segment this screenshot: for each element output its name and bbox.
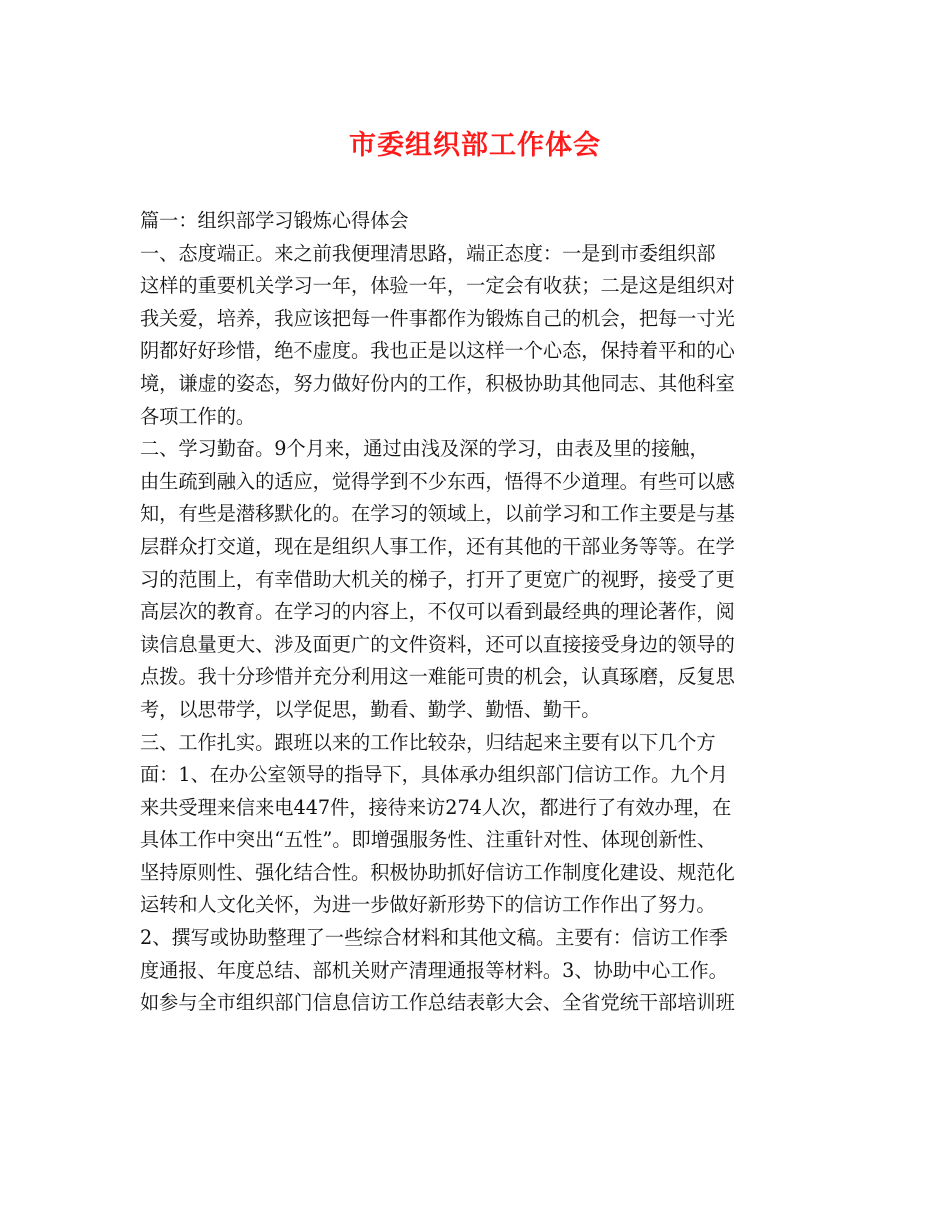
text-line: 运转和人文化关怀，为进一步做好新形势下的信访工作作出了努力。 xyxy=(140,893,716,917)
document-title: 市委组织部工作体会 xyxy=(349,130,601,161)
text-line: 各项工作的。 xyxy=(140,404,256,428)
text-line: 知，有些是潜移默化的。在学习的领域上，以前学习和工作主要是与基 xyxy=(140,502,735,526)
text-line: 2、撰写或协助整理了一些综合材料和其他文稿。主要有：信访工作季 xyxy=(140,926,728,950)
text-line: 具体工作中突出“五性”。即增强服务性、注重针对性、体现创新性、 xyxy=(140,828,717,852)
text-line: 考，以思带学，以学促思，勤看、勤学、勤悟、勤干。 xyxy=(140,697,601,721)
text-line: 三、工作扎实。跟班以来的工作比较杂，归结起来主要有以下几个方 xyxy=(140,730,716,754)
text-line: 如参与全市组织部门信息信访工作总结表彰大会、全省党统干部培训班 xyxy=(140,991,735,1015)
text-line: 阴都好好珍惜，绝不虚度。我也正是以这样一个心态，保持着平和的心 xyxy=(140,339,735,363)
text-line: 点拨。我十分珍惜并充分利用这一难能可贵的机会，认真琢磨，反复思 xyxy=(140,665,735,689)
text-line: 高层次的教育。在学习的内容上，不仅可以看到最经典的理论著作，阅 xyxy=(140,600,735,624)
text-line: 读信息量更大、涉及面更广的文件资料，还可以直接接受身边的领导的 xyxy=(140,632,735,656)
text-line: 层群众打交道，现在是组织人事工作，还有其他的干部业务等等。在学 xyxy=(140,534,735,558)
text-line: 篇一：组织部学习锻炼心得体会 xyxy=(140,209,409,232)
text-line: 这样的重要机关学习一年，体验一年，一定会有收获；二是这是组织对 xyxy=(140,274,735,298)
text-line: 度通报、年度总结、部机关财产清理通报等材料。3、协助中心工作。 xyxy=(140,958,728,982)
text-line: 习的范围上，有幸借助大机关的梯子，打开了更宽广的视野，接受了更 xyxy=(140,567,735,591)
text-line: 坚持原则性、强化结合性。积极协助抓好信访工作制度化建设、规范化 xyxy=(140,860,735,884)
text-line: 来共受理来信来电447件，接待来访274人次，都进行了有效办理，在 xyxy=(140,795,732,819)
document-body xyxy=(140,205,820,1020)
text-line: 境，谦虚的姿态，努力做好份内的工作，积极协助其他同志、其他科室 xyxy=(140,371,735,395)
text-line: 由生疏到融入的适应，觉得学到不少东西，悟得不少道理。有些可以感 xyxy=(140,469,735,493)
text-line: 面：1、在办公室领导的指导下，具体承办组织部门信访工作。九个月 xyxy=(140,763,728,787)
text-line: 二、学习勤奋。9个月来，通过由浅及深的学习，由表及里的接触， xyxy=(140,437,709,461)
text-line: 我关爱，培养，我应该把每一件事都作为锻炼自己的机会，把每一寸光 xyxy=(140,306,735,330)
text-line: 一、态度端正。来之前我便理清思路，端正态度：一是到市委组织部 xyxy=(140,241,716,265)
